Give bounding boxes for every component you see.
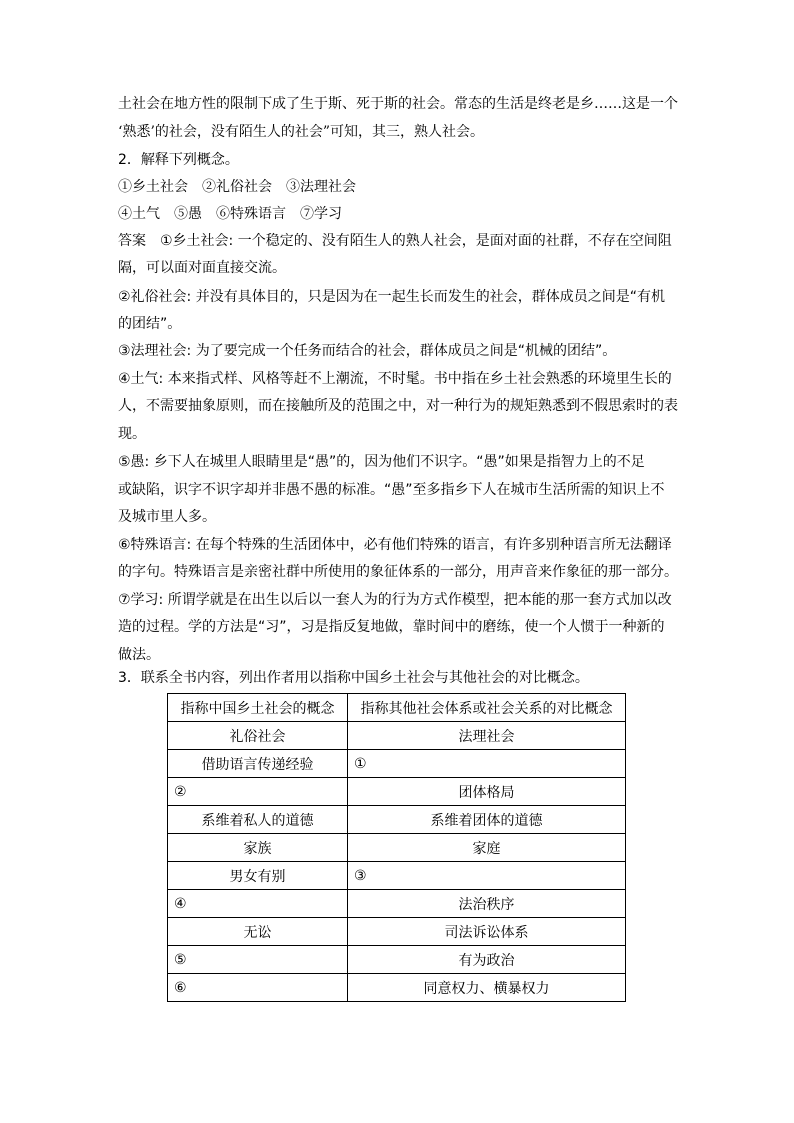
question-2-items-1: ①乡土社会 ②礼俗社会 ③法理社会: [118, 179, 356, 195]
table-cell: 法理社会: [348, 722, 626, 750]
answer-line-9: ⑤愚: 乡下人在城里人眼睛里是“愚”的，因为他们不识字。“愚”如果是指智力上的不足: [118, 454, 645, 470]
answer-line-6: ④土气: 本来指式样、风格等赶不上潮流，不时髦。书中指在乡土社会熟悉的环境里生长的: [118, 371, 672, 387]
intro-line-1: 土社会在地方性的限制下成了生于斯、死于斯的社会。常态的生活是终老是乡……这是一个: [118, 96, 678, 112]
table-cell: 系维着私人的道德: [168, 806, 348, 834]
table-cell: ②: [168, 778, 348, 806]
table-cell: 家族: [168, 834, 348, 862]
table-row: [168, 946, 626, 974]
table-cell: 男女有别: [168, 862, 348, 890]
table-cell: ③: [348, 862, 626, 890]
answer-line-1: [118, 231, 672, 251]
table-cell: 无讼: [168, 918, 348, 946]
table-cell: 系维着团体的道德: [348, 806, 626, 834]
table-cell: 司法诉讼体系: [348, 918, 626, 946]
table-header-cell: 指称中国乡土社会的概念: [168, 694, 348, 722]
table-row: [168, 974, 626, 1002]
table-header-row: [168, 694, 626, 722]
answer-line-3: ②礼俗社会: 并没有具体目的，只是因为在一起生长而发生的社会，群体成员之间是“有机: [118, 289, 665, 305]
answer-line-2: 隔，可以面对面直接交流。: [118, 260, 286, 276]
answer-line-14: ⑦学习: 所谓学就是在出生以后以一套人为的行为方式作模型，把本能的那一套方式加以改: [118, 592, 672, 608]
table-cell: 团体格局: [348, 778, 626, 806]
answer-line-13: 的字句。特殊语言是亲密社群中所使用的象征体系的一部分，用声音来作象征的那一部分。: [118, 564, 678, 580]
comparison-table: [167, 693, 626, 1002]
answer-line-7: 人，不需要抽象原则，而在接触所及的范围之中，对一种行为的规矩熟悉到不假思索时的表: [118, 398, 678, 414]
table-row: [168, 778, 626, 806]
table-row: [168, 722, 626, 750]
answer-line-15: 造的过程。学的方法是“习”，习是指反复地做，靠时间中的磨练，使一个人惯于一种新的: [118, 619, 665, 635]
answer-line-4: 的团结”。: [118, 316, 182, 332]
question-2-title: 2．解释下列概念。: [118, 152, 239, 168]
answer-line-5: ③法理社会: 为了要完成一个任务而结合的社会，群体成员之间是“机械的团结”。: [118, 343, 617, 359]
table-row: [168, 890, 626, 918]
table-row: [168, 834, 626, 862]
table-cell: ④: [168, 890, 348, 918]
table-cell: ⑥: [168, 974, 348, 1002]
answer-line-16: 做法。: [118, 647, 160, 663]
table-cell: ①: [348, 750, 626, 778]
table-row: [168, 806, 626, 834]
table-cell: 家庭: [348, 834, 626, 862]
answer-line-12: ⑥特殊语言: 在每个特殊的生活团体中，必有他们特殊的语言，有许多别种语言所无法翻译: [118, 537, 672, 553]
question-3-title: 3．联系全书内容，列出作者用以指称中国乡土社会与其他社会的对比概念。: [118, 670, 589, 686]
table-cell: 同意权力、横暴权力: [348, 974, 626, 1002]
question-2-items-2: ④土气 ⑤愚 ⑥特殊语言 ⑦学习: [118, 206, 342, 222]
answer-line-11: 及城市里人多。: [118, 509, 216, 525]
answer-text: ①乡土社会: 一个稳定的、没有陌生人的熟人社会，是面对面的社群，不存在空间阻: [160, 233, 672, 249]
table-cell: ⑤: [168, 946, 348, 974]
table-row: [168, 862, 626, 890]
table-cell: 礼俗社会: [168, 722, 348, 750]
table-cell: 有为政治: [348, 946, 626, 974]
table-row: [168, 918, 626, 946]
answer-label: 答案: [118, 233, 146, 249]
table-header-cell: 指称其他社会体系或社会关系的对比概念: [348, 694, 626, 722]
table-row: [168, 750, 626, 778]
table-cell: 借助语言传递经验: [168, 750, 348, 778]
answer-line-8: 现。: [118, 426, 146, 442]
answer-line-10: 或缺陷，识字不识字却并非愚不愚的标准。“愚”至多指乡下人在城市生活所需的知识上不: [118, 482, 665, 498]
table-cell: 法治秩序: [348, 890, 626, 918]
intro-line-2: ‘熟悉’的社会，没有陌生人的社会”可知，其三，熟人社会。: [118, 124, 485, 140]
